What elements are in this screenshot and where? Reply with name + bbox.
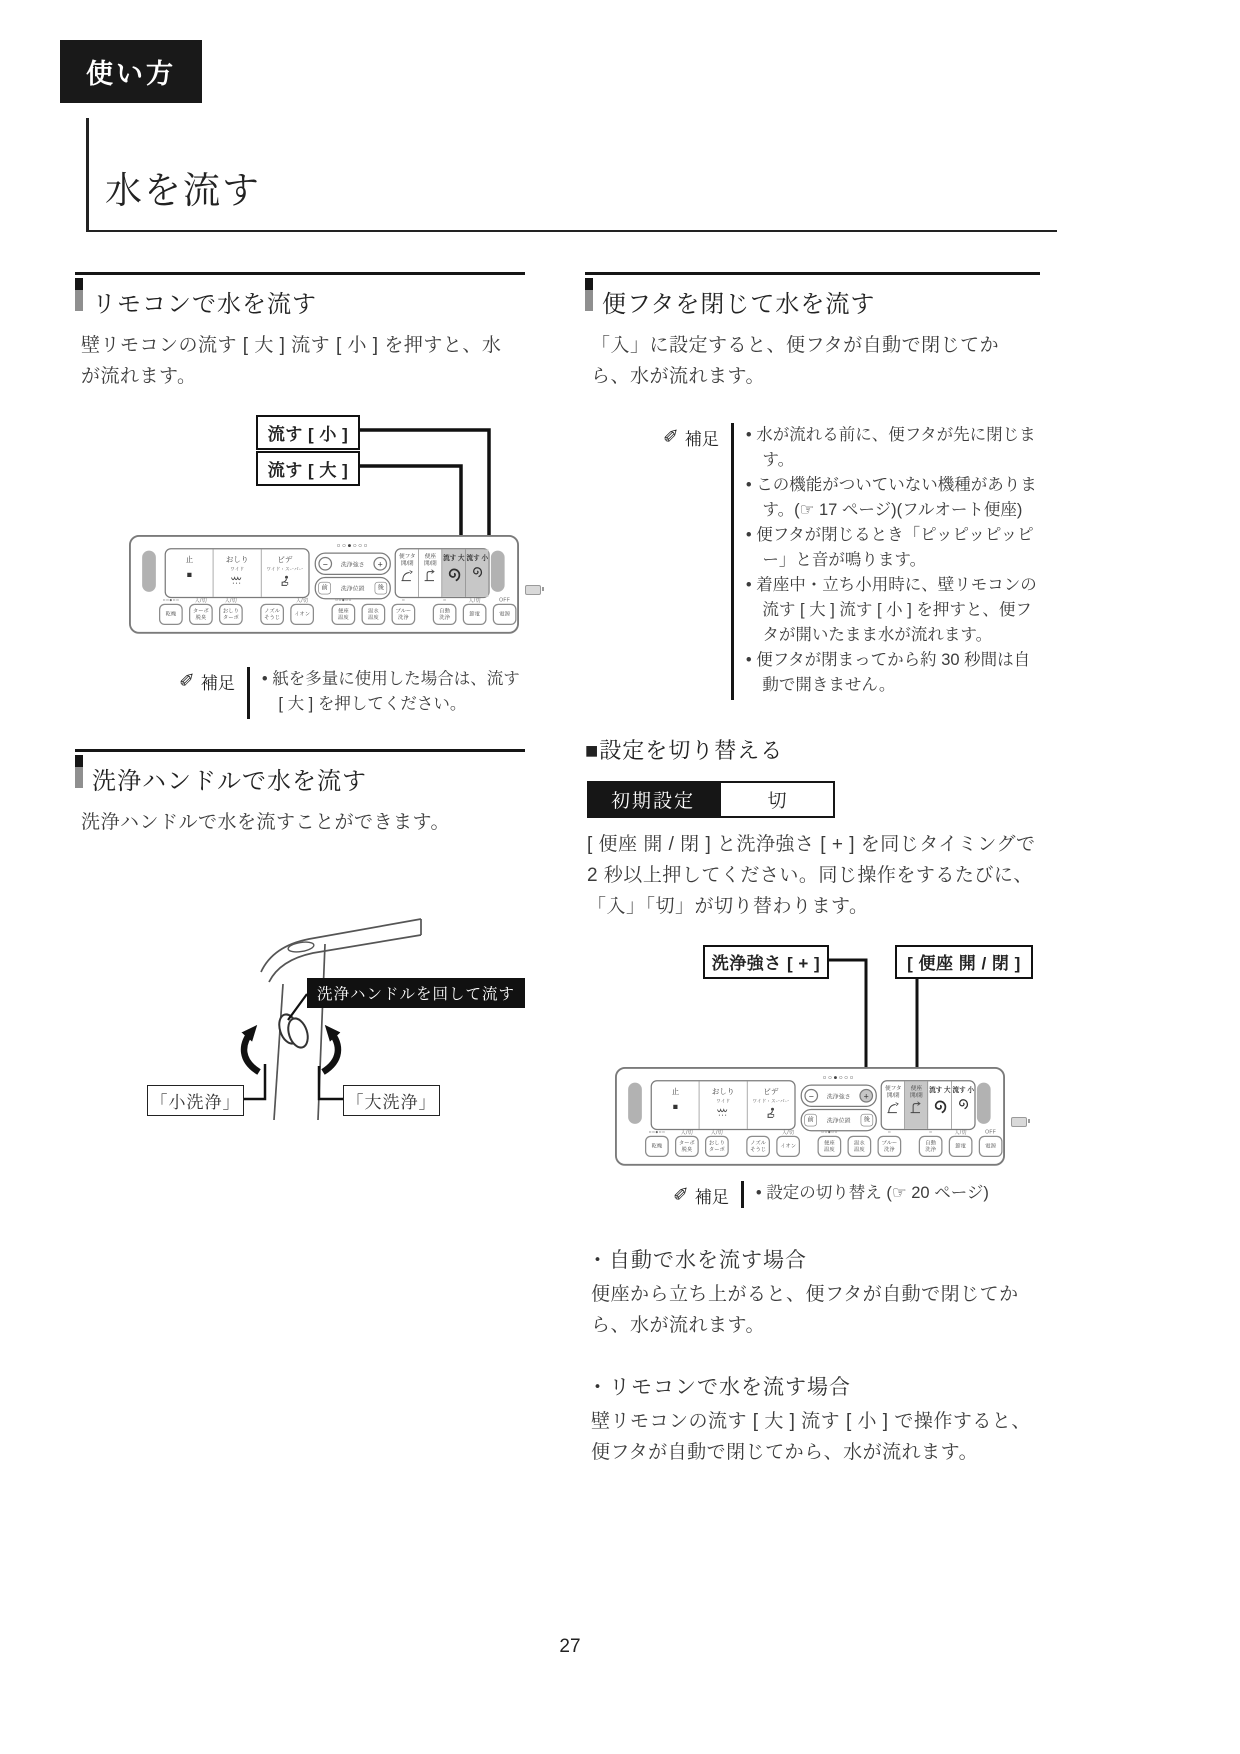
- wash-position-row: 前 洗浄位置 後: [801, 1109, 877, 1132]
- small-function-buttons: [644, 1129, 1003, 1157]
- flush-large-button: 流す 大: [928, 1081, 952, 1129]
- small-function-buttons: [158, 596, 517, 624]
- remote-side-grip: [628, 1082, 642, 1123]
- pencil-icon: ✐: [179, 670, 195, 692]
- note-item: • 紙を多量に使用した場合は、流す [ 大 ] を押してください。: [262, 667, 525, 717]
- bidet-button: ビデ ワイド・スーパー: [261, 549, 309, 597]
- small-button-indicator: 入/切: [954, 1129, 967, 1135]
- small-button-indicator: 入/切: [781, 1129, 795, 1135]
- note-label: 補足: [200, 673, 235, 693]
- default-setting-value: 切: [719, 781, 835, 818]
- handle-callout-label: 洗浄ハンドルを回して流す: [307, 978, 525, 1008]
- small-button-indicator: 入/切: [224, 597, 238, 603]
- remote-small-button: ○○●○○ 乾燥: [644, 1129, 669, 1157]
- lid-open-close-icon: [399, 567, 415, 582]
- remote-small-button: ○ ブルー 洗浄: [391, 596, 416, 624]
- small-button-indicator: ○○●○○: [162, 596, 180, 603]
- remote-small-button: ○ 自動 洗浄: [432, 596, 457, 624]
- level-indicator-dots: ○○●○○○: [336, 541, 369, 549]
- small-button-indicator: ○○●○○: [648, 1128, 666, 1135]
- flush-large-icon: [930, 1096, 949, 1115]
- handle-flush-body: 洗浄ハンドルで水を流すことができます。: [81, 811, 450, 833]
- strength-minus-button: −: [804, 1089, 818, 1103]
- note-block: [673, 1181, 1040, 1208]
- flush-large-button: 流す 大: [442, 549, 466, 597]
- pencil-icon: ✐: [673, 1184, 689, 1206]
- left-column: [75, 272, 525, 1469]
- bidet-button: ビデ ワイド・スーパー: [747, 1081, 795, 1129]
- remote-small-button: 入/切 おしり ターボ: [704, 1129, 729, 1157]
- wash-button-group: [165, 548, 310, 598]
- remote-small-button: ○○●○○ 便座 温度: [331, 596, 356, 624]
- adjust-button-group: [801, 1074, 877, 1132]
- small-button-indicator: ○: [401, 596, 406, 603]
- default-setting-key: 初期設定: [587, 781, 719, 818]
- remote-small-button: 入/切 イオン: [776, 1129, 801, 1157]
- seat-open-close-button: 便座 開/閉: [419, 549, 442, 597]
- small-button-indicator: 入/切: [295, 597, 309, 603]
- lid-open-close-button: 便フタ 開/閉: [882, 1081, 905, 1129]
- note-item: • 便フタが閉じるとき「ピッピッピッピー」と音が鳴ります。: [746, 523, 1040, 573]
- position-front-button: 前: [804, 1114, 817, 1127]
- wash-strength-row: − 洗浄強さ +: [801, 1084, 877, 1107]
- page-title: 水を流す: [105, 170, 261, 211]
- flush-button-group: [881, 1080, 976, 1130]
- rear-wash-icon: [229, 575, 245, 585]
- flush-small-button: 流す 小: [466, 549, 489, 597]
- seat-open-close-icon: [908, 1100, 924, 1115]
- flush-small-icon: [956, 1095, 971, 1110]
- strength-minus-button: −: [318, 556, 332, 570]
- remote-small-button: 入/切 おしり ターボ: [218, 596, 243, 624]
- flush-small-icon: [470, 563, 485, 578]
- remote-side-grip: [491, 550, 505, 591]
- remote-small-button: 入/切 節電: [462, 596, 487, 624]
- strength-plus-button: +: [859, 1089, 873, 1103]
- remote-small-button: 入/切 イオン: [290, 596, 315, 624]
- remote-small-button: 温水 温度: [361, 596, 386, 624]
- note-item: • 設定の切り替え (☞ 20 ページ): [756, 1181, 1036, 1206]
- remote-small-button: 入/切 ターボ 脱臭: [188, 596, 213, 624]
- note-item: • この機能がついていない機種があります。(☞ 17 ページ)(フルオート便座): [746, 473, 1040, 523]
- note-item: • 着座中・立ち小用時に、壁リモコンの流す [ 大 ] 流す [ 小 ] を押すと、便フタが開いたまま水が流れます。: [746, 573, 1040, 648]
- chapter-badge: 使い方: [60, 40, 202, 103]
- remote-small-button: 入/切 節電: [948, 1129, 973, 1157]
- wash-button-group: [651, 1080, 796, 1130]
- battery-icon: [1011, 1117, 1027, 1127]
- callout-seat-open-close: [ 便座 開 / 閉 ]: [895, 945, 1033, 979]
- large-flush-label: 「大洗浄」: [343, 1085, 440, 1116]
- flush-button-group: [395, 548, 490, 598]
- callout-flush-large: 流す [ 大 ]: [256, 451, 360, 486]
- handle-diagram: [75, 848, 530, 1126]
- remote-small-button: ○ ブルー 洗浄: [877, 1129, 902, 1157]
- note-block: [179, 667, 525, 719]
- bidet-icon: [277, 575, 293, 586]
- rear-wash-button: おしり ワイド: [699, 1081, 747, 1129]
- level-indicator-dots: ○○●○○○: [822, 1073, 855, 1082]
- note-block: [663, 423, 1040, 701]
- wall-remote-control: [129, 535, 519, 634]
- lid-flush-body: 「入」に設定すると、便フタが自動で閉じてから、水が流れます。: [591, 335, 1000, 387]
- pencil-icon: ✐: [663, 426, 679, 448]
- wash-position-row: 前 洗浄位置 後: [315, 576, 391, 599]
- note-item: • 便フタが閉まってから約 30 秒間は自動で開きません。: [746, 648, 1040, 698]
- small-button-indicator: ○: [887, 1128, 892, 1135]
- small-button-indicator: 入/切: [194, 597, 208, 603]
- remote-small-button: ノズル そうじ: [260, 596, 285, 624]
- page-title-block: [86, 118, 1057, 232]
- small-button-indicator: 入/切: [710, 1129, 724, 1135]
- small-button-indicator: OFF: [499, 596, 511, 603]
- remote-flush-body: 壁リモコンの流す [ 大 ] 流す [ 小 ] を押すと、水が流れます。: [81, 335, 502, 387]
- remote-flush-case-body: 壁リモコンの流す [ 大 ] 流す [ 小 ] で操作すると、便フタが自動で閉じてから、水が流れます。: [591, 1411, 1031, 1464]
- note-label: 補足: [694, 1187, 729, 1207]
- remote-diagram-setting: [585, 941, 1040, 1173]
- remote-small-button: ノズル そうじ: [746, 1129, 771, 1157]
- callout-strength-plus: 洗浄強さ [ + ]: [703, 945, 829, 979]
- small-button-indicator: 入/切: [680, 1129, 694, 1135]
- auto-flush-case-heading: ・自動で水を流す場合: [587, 1248, 807, 1272]
- rear-wash-icon: [715, 1107, 731, 1117]
- note-item: • 水が流れる前に、便フタが先に閉じます。: [746, 423, 1040, 473]
- remote-flush-case-heading: ・リモコンで水を流す場合: [587, 1376, 851, 1400]
- rear-wash-button: おしり ワイド: [213, 549, 261, 597]
- small-flush-label: 「小洗浄」: [147, 1085, 244, 1116]
- position-front-button: 前: [318, 581, 331, 594]
- seat-open-close-icon: [422, 567, 438, 582]
- right-column: [585, 272, 1040, 1469]
- position-back-button: 後: [375, 581, 388, 594]
- remote-small-button: ○ 自動 洗浄: [918, 1129, 943, 1157]
- note-label: 補足: [684, 429, 719, 449]
- lid-open-close-icon: [885, 1100, 901, 1115]
- remote-side-grip: [142, 550, 156, 591]
- stop-button: 止 ■: [671, 1086, 680, 1112]
- small-button-indicator: ○○●○○: [821, 1128, 838, 1135]
- remote-side-grip: [977, 1082, 991, 1123]
- remote-small-button: OFF 電源: [492, 596, 517, 624]
- small-button-indicator: 入/切: [468, 597, 481, 603]
- remote-small-button: ○○●○○ 便座 温度: [817, 1129, 842, 1157]
- stop-icon: ■: [672, 1101, 679, 1112]
- callout-flush-small: 流す [ 小 ]: [256, 415, 360, 450]
- seat-open-close-button: 便座 開/閉: [905, 1081, 928, 1129]
- wall-remote-control: [615, 1067, 1005, 1166]
- stop-icon: ■: [186, 568, 193, 579]
- small-button-indicator: OFF: [985, 1128, 997, 1135]
- section-heading-handle-flush: 洗浄ハンドルで水を流す: [75, 749, 525, 796]
- switch-setting-body: [ 便座 開 / 閉 ] と洗浄強さ [ + ] を同じタイミングで 2 秒以上押してください。同じ操作をするたびに、「入」「切」が切り替わります。: [587, 834, 1036, 917]
- battery-icon: [525, 585, 541, 595]
- small-button-indicator: ○○●○○: [335, 596, 352, 603]
- bidet-icon: [763, 1107, 779, 1118]
- position-back-button: 後: [861, 1114, 874, 1127]
- remote-diagram-flush: [75, 409, 530, 641]
- strength-plus-button: +: [373, 556, 387, 570]
- sub-heading-switch-setting: ■設定を切り替える: [585, 738, 784, 764]
- flush-large-icon: [444, 564, 463, 583]
- note-list: [746, 423, 1040, 699]
- default-setting-table: [587, 781, 835, 818]
- auto-flush-case-body: 便座から立ち上がると、便フタが自動で閉じてから、水が流れます。: [591, 1283, 1019, 1336]
- flush-small-button: 流す 小: [952, 1081, 975, 1129]
- stop-button: 止 ■: [185, 554, 194, 579]
- small-button-indicator: ○: [442, 596, 447, 603]
- section-heading-lid-flush: 便フタを閉じて水を流す: [585, 272, 1040, 319]
- remote-small-button: OFF 電源: [978, 1129, 1003, 1157]
- lid-open-close-button: 便フタ 開/閉: [396, 549, 419, 597]
- page-number: 27: [559, 1636, 581, 1657]
- remote-small-button: ○○●○○ 乾燥: [158, 596, 183, 624]
- adjust-button-group: [315, 541, 391, 599]
- small-button-indicator: ○: [928, 1128, 933, 1135]
- remote-small-button: 入/切 ターボ 脱臭: [674, 1129, 699, 1157]
- wash-strength-row: − 洗浄強さ +: [315, 552, 391, 575]
- remote-small-button: 温水 温度: [847, 1129, 872, 1157]
- section-heading-remote-flush: リモコンで水を流す: [75, 272, 525, 319]
